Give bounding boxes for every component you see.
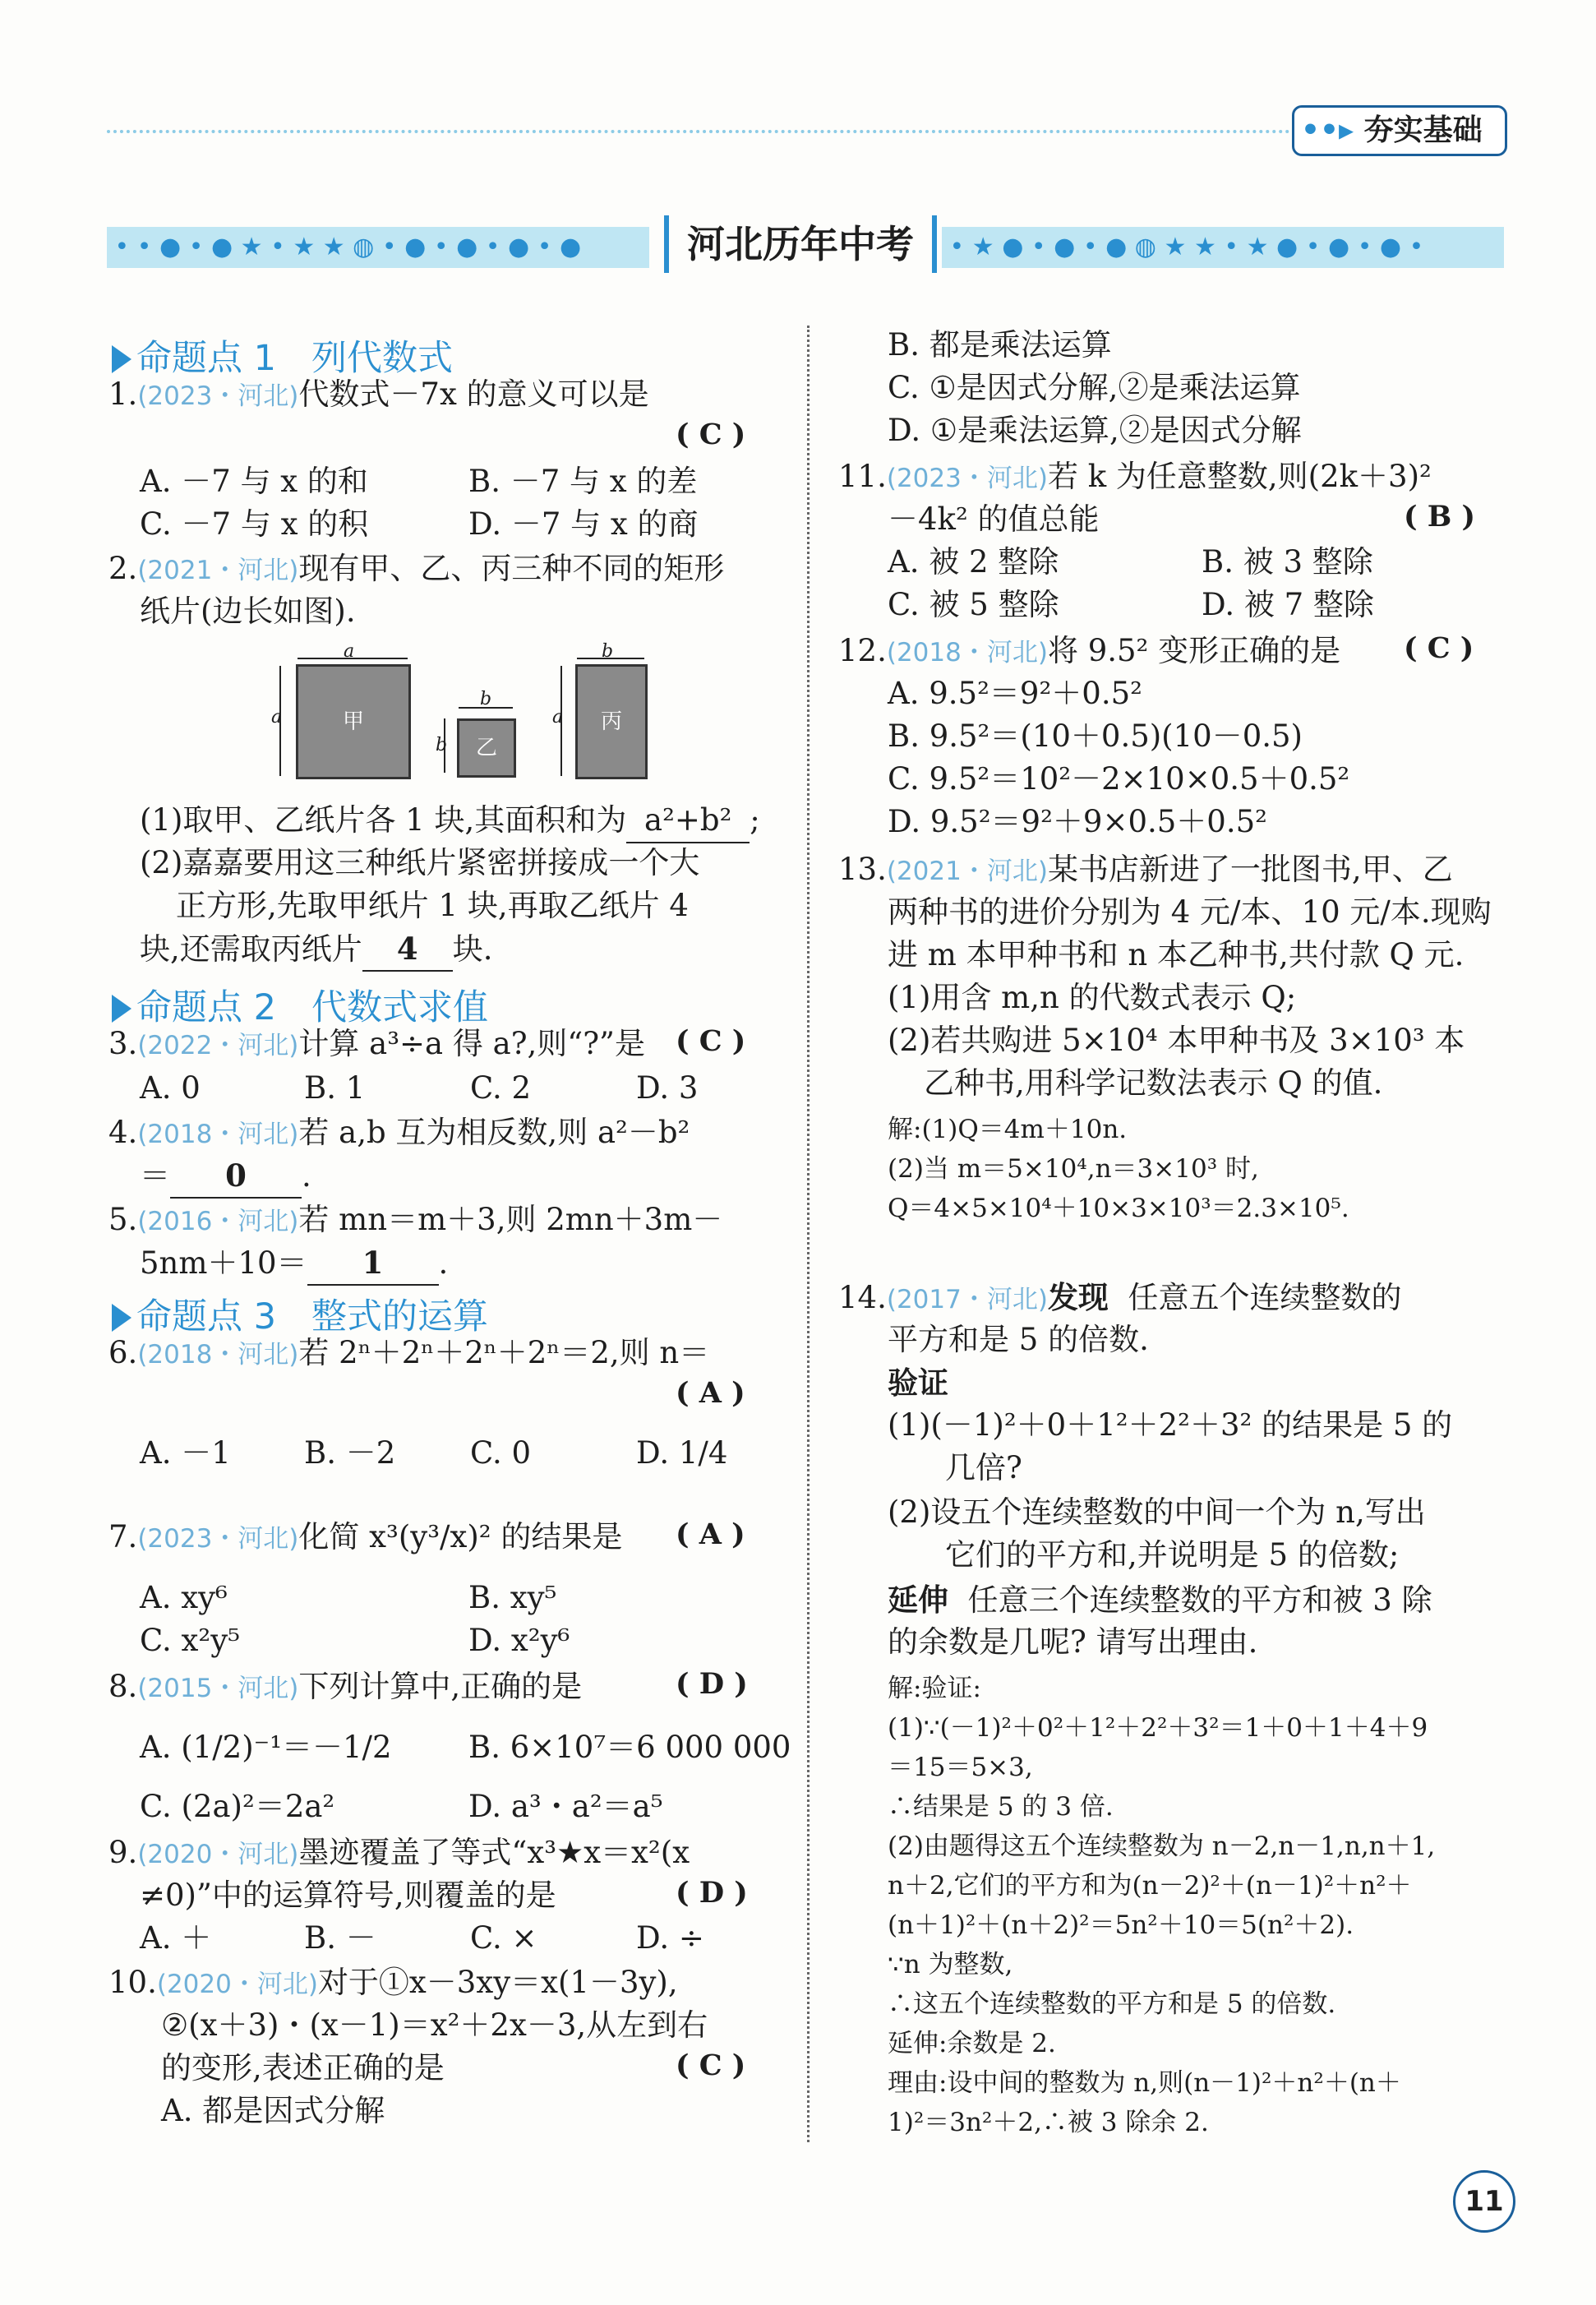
q9-stem: 9.(2020・河北)墨迹覆盖了等式“x³★x＝x²(x [108,1835,690,1870]
q14-solution-10: 延伸:余数是 2. [888,2029,1056,2058]
q11-option-c: C. 被 5 整除 [888,587,1059,622]
q5-line2: 5nm＋10＝ 1 . [140,1241,448,1286]
banner-right [942,227,1504,268]
q14-label-verify: 验证 [888,1365,948,1401]
q3-stem: 3.(2022・河北)计算 a³÷a 得 a?,则“?”是 [108,1026,645,1061]
q2-part2-b: 正方形,先取甲纸片 1 块,再取乙纸片 4 [176,888,689,923]
q10-stem-2: ②(x＋3)・(x－1)＝x²＋2x－3,从左到右 [161,2007,708,2043]
q2-part2-a: (2)嘉嘉要用这三种纸片紧密拼接成一个大 [140,845,700,880]
q12-option-d: D. 9.5²＝9²＋9×0.5＋0.5² [888,804,1267,839]
q14-solution-2: (1)∵(－1)²＋0²＋1²＋2²＋3²＝1＋0＋1＋4＋9 [888,1713,1428,1743]
q2-stem: 2.(2021・河北)现有甲、乙、丙三种不同的矩形 [108,551,725,586]
q2-stem-2: 纸片(边长如图). [140,594,356,629]
triangle-icon [112,1304,131,1332]
q7-stem: 7.(2023・河北)化简 x³(y³/x)² 的结果是 [108,1519,623,1554]
q12-option-c: C. 9.5²＝10²－2×10×0.5＋0.5² [888,761,1350,797]
q12-stem: 12.(2018・河北)将 9.5² 变形正确的是 [838,633,1341,668]
q12-option-a: A. 9.5²＝9²＋0.5² [888,676,1142,711]
q14-solution-9: ∴这五个连续整数的平方和是 5 的倍数. [888,1989,1336,2019]
banner-dots-icon: • • ● • ● ★ • ★ ★ ◍ • ● • ● • ● • ● [107,233,582,261]
dim-b-top-2: b [602,641,614,662]
q3-option-d: D. 3 [636,1070,699,1106]
q1-option-c: C. －7 与 x 的积 [140,506,369,542]
dim-a-left-2: a [552,707,564,728]
q6-answer: ( A ) [676,1376,745,1410]
q3-option-a: A. 0 [140,1070,201,1106]
q1-option-d: D. －7 与 x 的商 [468,506,699,542]
q13-solution-1: 解:(1)Q＝4m＋10n. [888,1115,1128,1144]
q6-stem: 6.(2018・河北)若 2ⁿ＋2ⁿ＋2ⁿ＋2ⁿ＝2,则 n＝ [108,1335,710,1370]
q3-option-c: C. 2 [470,1070,532,1106]
q8-answer: ( D ) [676,1667,748,1701]
q14-extend: 延伸 任意三个连续整数的平方和被 3 除 [888,1582,1432,1618]
triangle-icon [112,345,131,373]
arrow-a-top [298,658,408,659]
q10-option-d: D. ①是乘法运算,②是因式分解 [888,413,1302,448]
q14-verify-1a: (1)(－1)²＋0＋1²＋2²＋3² 的结果是 5 的 [888,1407,1453,1443]
q13-solution-2: (2)当 m＝5×10⁴,n＝3×10³ 时, [888,1154,1259,1184]
q9-option-b: B. － [304,1920,376,1956]
q10-stem-3: 的变形,表述正确的是 [161,2050,445,2086]
q14-verify-1b: 几倍? [945,1450,1022,1485]
topic-heading-2: 命题点 2 代数式求值 [112,980,488,1030]
card-jia: 甲 [296,664,411,779]
q9-answer: ( D ) [676,1876,748,1910]
q14-solution-3: ＝15＝5×3, [888,1753,1033,1782]
q9-stem-2: ≠0)”中的运算符号,则覆盖的是 [140,1878,556,1913]
q13-part1: (1)用含 m,n 的代数式表示 Q; [888,980,1297,1015]
q14-solution-12: 1)²＝3n²＋2,∴被 3 除余 2. [888,2108,1209,2137]
q11-answer: ( B ) [1404,500,1476,534]
q7-option-c: C. x²y⁵ [140,1623,240,1658]
q14-solution-5: (2)由题得这五个连续整数为 n－2,n－1,n,n＋1, [888,1832,1436,1861]
banner-left [107,227,649,268]
arrow-b-top-2 [577,658,644,659]
topic-heading-1: 命题点 1 列代数式 [112,330,453,381]
q13-part2-a: (2)若共购进 5×10⁴ 本甲种书及 3×10³ 本 [888,1023,1465,1058]
q7-option-a: A. xy⁶ [140,1580,228,1615]
q6-option-d: D. 1/4 [636,1435,728,1471]
q7-option-b: B. xy⁵ [468,1580,557,1615]
column-divider [807,326,810,2142]
q14-solution-1: 解:验证: [888,1674,981,1703]
dim-b-top: b [480,689,492,709]
card-bing: 丙 [575,664,648,779]
q14-verify-2a: (2)设五个连续整数的中间一个为 n,写出 [888,1494,1426,1530]
q12-option-b: B. 9.5²＝(10＋0.5)(10－0.5) [888,718,1303,754]
card-yi: 乙 [457,718,516,778]
q8-stem: 8.(2015・河北)下列计算中,正确的是 [108,1669,583,1704]
dim-a-top: a [344,641,355,662]
q2-part1: (1)取甲、乙纸片各 1 块,其面积和为 a²+b² ; [140,799,760,843]
banner-title: 河北历年中考 [664,215,937,273]
q4-line2: ＝ 0 . [140,1154,311,1199]
q9-option-c: C. × [470,1920,537,1956]
q14-solution-6: n＋2,它们的平方和为(n－2)²＋(n－1)²＋n²＋ [888,1871,1412,1901]
q14-extend-2: 的余数是几呢? 请写出理由. [888,1624,1258,1660]
header-dotted-rule [107,130,1290,133]
q10-answer: ( C ) [676,2049,746,2082]
q11-option-a: A. 被 2 整除 [888,544,1059,580]
q8-option-b: B. 6×10⁷＝6 000 000 [468,1730,791,1765]
q10-option-b: B. 都是乘法运算 [888,327,1112,363]
q9-option-a: A. ＋ [140,1920,212,1956]
q2-part2-c: 块,还需取丙纸片 4 块. [140,927,493,972]
q10-stem: 10.(2020・河北)对于①x－3xy＝x(1－3y), [108,1965,678,2000]
q7-answer: ( A ) [676,1517,745,1551]
q7-option-d: D. x²y⁶ [468,1623,570,1658]
q3-answer: ( C ) [676,1024,746,1058]
q10-option-a: A. 都是因式分解 [161,2093,385,2128]
q11-option-d: D. 被 7 整除 [1202,587,1374,622]
q1-option-b: B. －7 与 x 的差 [468,464,698,499]
q1-option-a: A. －7 与 x 的和 [140,464,368,499]
q3-option-b: B. 1 [304,1070,366,1106]
q8-option-a: A. (1/2)⁻¹＝－1/2 [140,1730,392,1765]
q6-option-b: B. －2 [304,1435,396,1471]
q13-stem-3: 进 m 本甲种书和 n 本乙种书,共付款 Q 元. [888,937,1465,972]
topic-heading-3: 命题点 3 整式的运算 [112,1289,488,1339]
q11-option-b: B. 被 3 整除 [1202,544,1373,580]
q13-stem-2: 两种书的进价分别为 4 元/本、10 元/本.现购 [888,894,1492,930]
q8-option-d: D. a³・a²＝a⁵ [468,1789,663,1824]
dim-a-left: a [271,707,283,728]
dim-b-left: b [436,735,448,755]
q12-answer: ( C ) [1404,631,1474,665]
triangle-icon [112,995,131,1023]
q1-answer: ( C ) [676,418,746,451]
q14-solution-8: ∵n 为整数, [888,1950,1013,1979]
q14-solution-7: (n＋1)²＋(n＋2)²＝5n²＋10＝5(n²＋2). [888,1910,1354,1940]
q1-stem: 1.(2023・河北)代数式－7x 的意义可以是 [108,376,649,412]
tag-dots-icon: ••▸ [1301,113,1354,147]
q10-option-c: C. ①是因式分解,②是乘法运算 [888,370,1301,405]
q11-stem-2: －4k² 的值总能 [888,501,1100,537]
q4-stem: 4.(2018・河北)若 a,b 互为相反数,则 a²－b² [108,1115,690,1150]
arrow-b-top [459,707,513,709]
q6-option-a: A. －1 [140,1435,231,1471]
q14-solution-11: 理由:设中间的整数为 n,则(n－1)²＋n²＋(n＋ [888,2068,1401,2098]
q14-stem: 14.(2017・河北)发现 任意五个连续整数的 [838,1279,1402,1315]
q13-solution-3: Q＝4×5×10⁴＋10×3×10³＝2.3×10⁵. [888,1194,1349,1223]
q13-part2-b: 乙种书,用科学记数法表示 Q 的值. [924,1065,1383,1101]
q5-stem: 5.(2016・河北)若 mn＝m＋3,则 2mn＋3m－ [108,1202,723,1237]
q14-verify-2b: 它们的平方和,并说明是 5 的倍数; [945,1537,1400,1573]
q13-stem: 13.(2021・河北)某书店新进了一批图书,甲、乙 [838,852,1453,887]
q8-option-c: C. (2a)²＝2a² [140,1789,335,1824]
section-tag: ••▸ 夯实基础 [1292,105,1507,156]
q6-option-c: C. 0 [470,1435,532,1471]
q14-stem-2: 平方和是 5 的倍数. [888,1322,1149,1357]
q14-solution-4: ∴结果是 5 的 3 倍. [888,1792,1114,1822]
banner-stars-icon: • ★ ● • ● • ● ◍ ★ ★ • ★ ● • ● • ● • [942,233,1424,261]
page-number: 11 [1453,2170,1515,2233]
q9-option-d: D. ÷ [636,1920,704,1956]
q11-stem: 11.(2023・河北)若 k 为任意整数,则(2k＋3)² [838,459,1432,494]
